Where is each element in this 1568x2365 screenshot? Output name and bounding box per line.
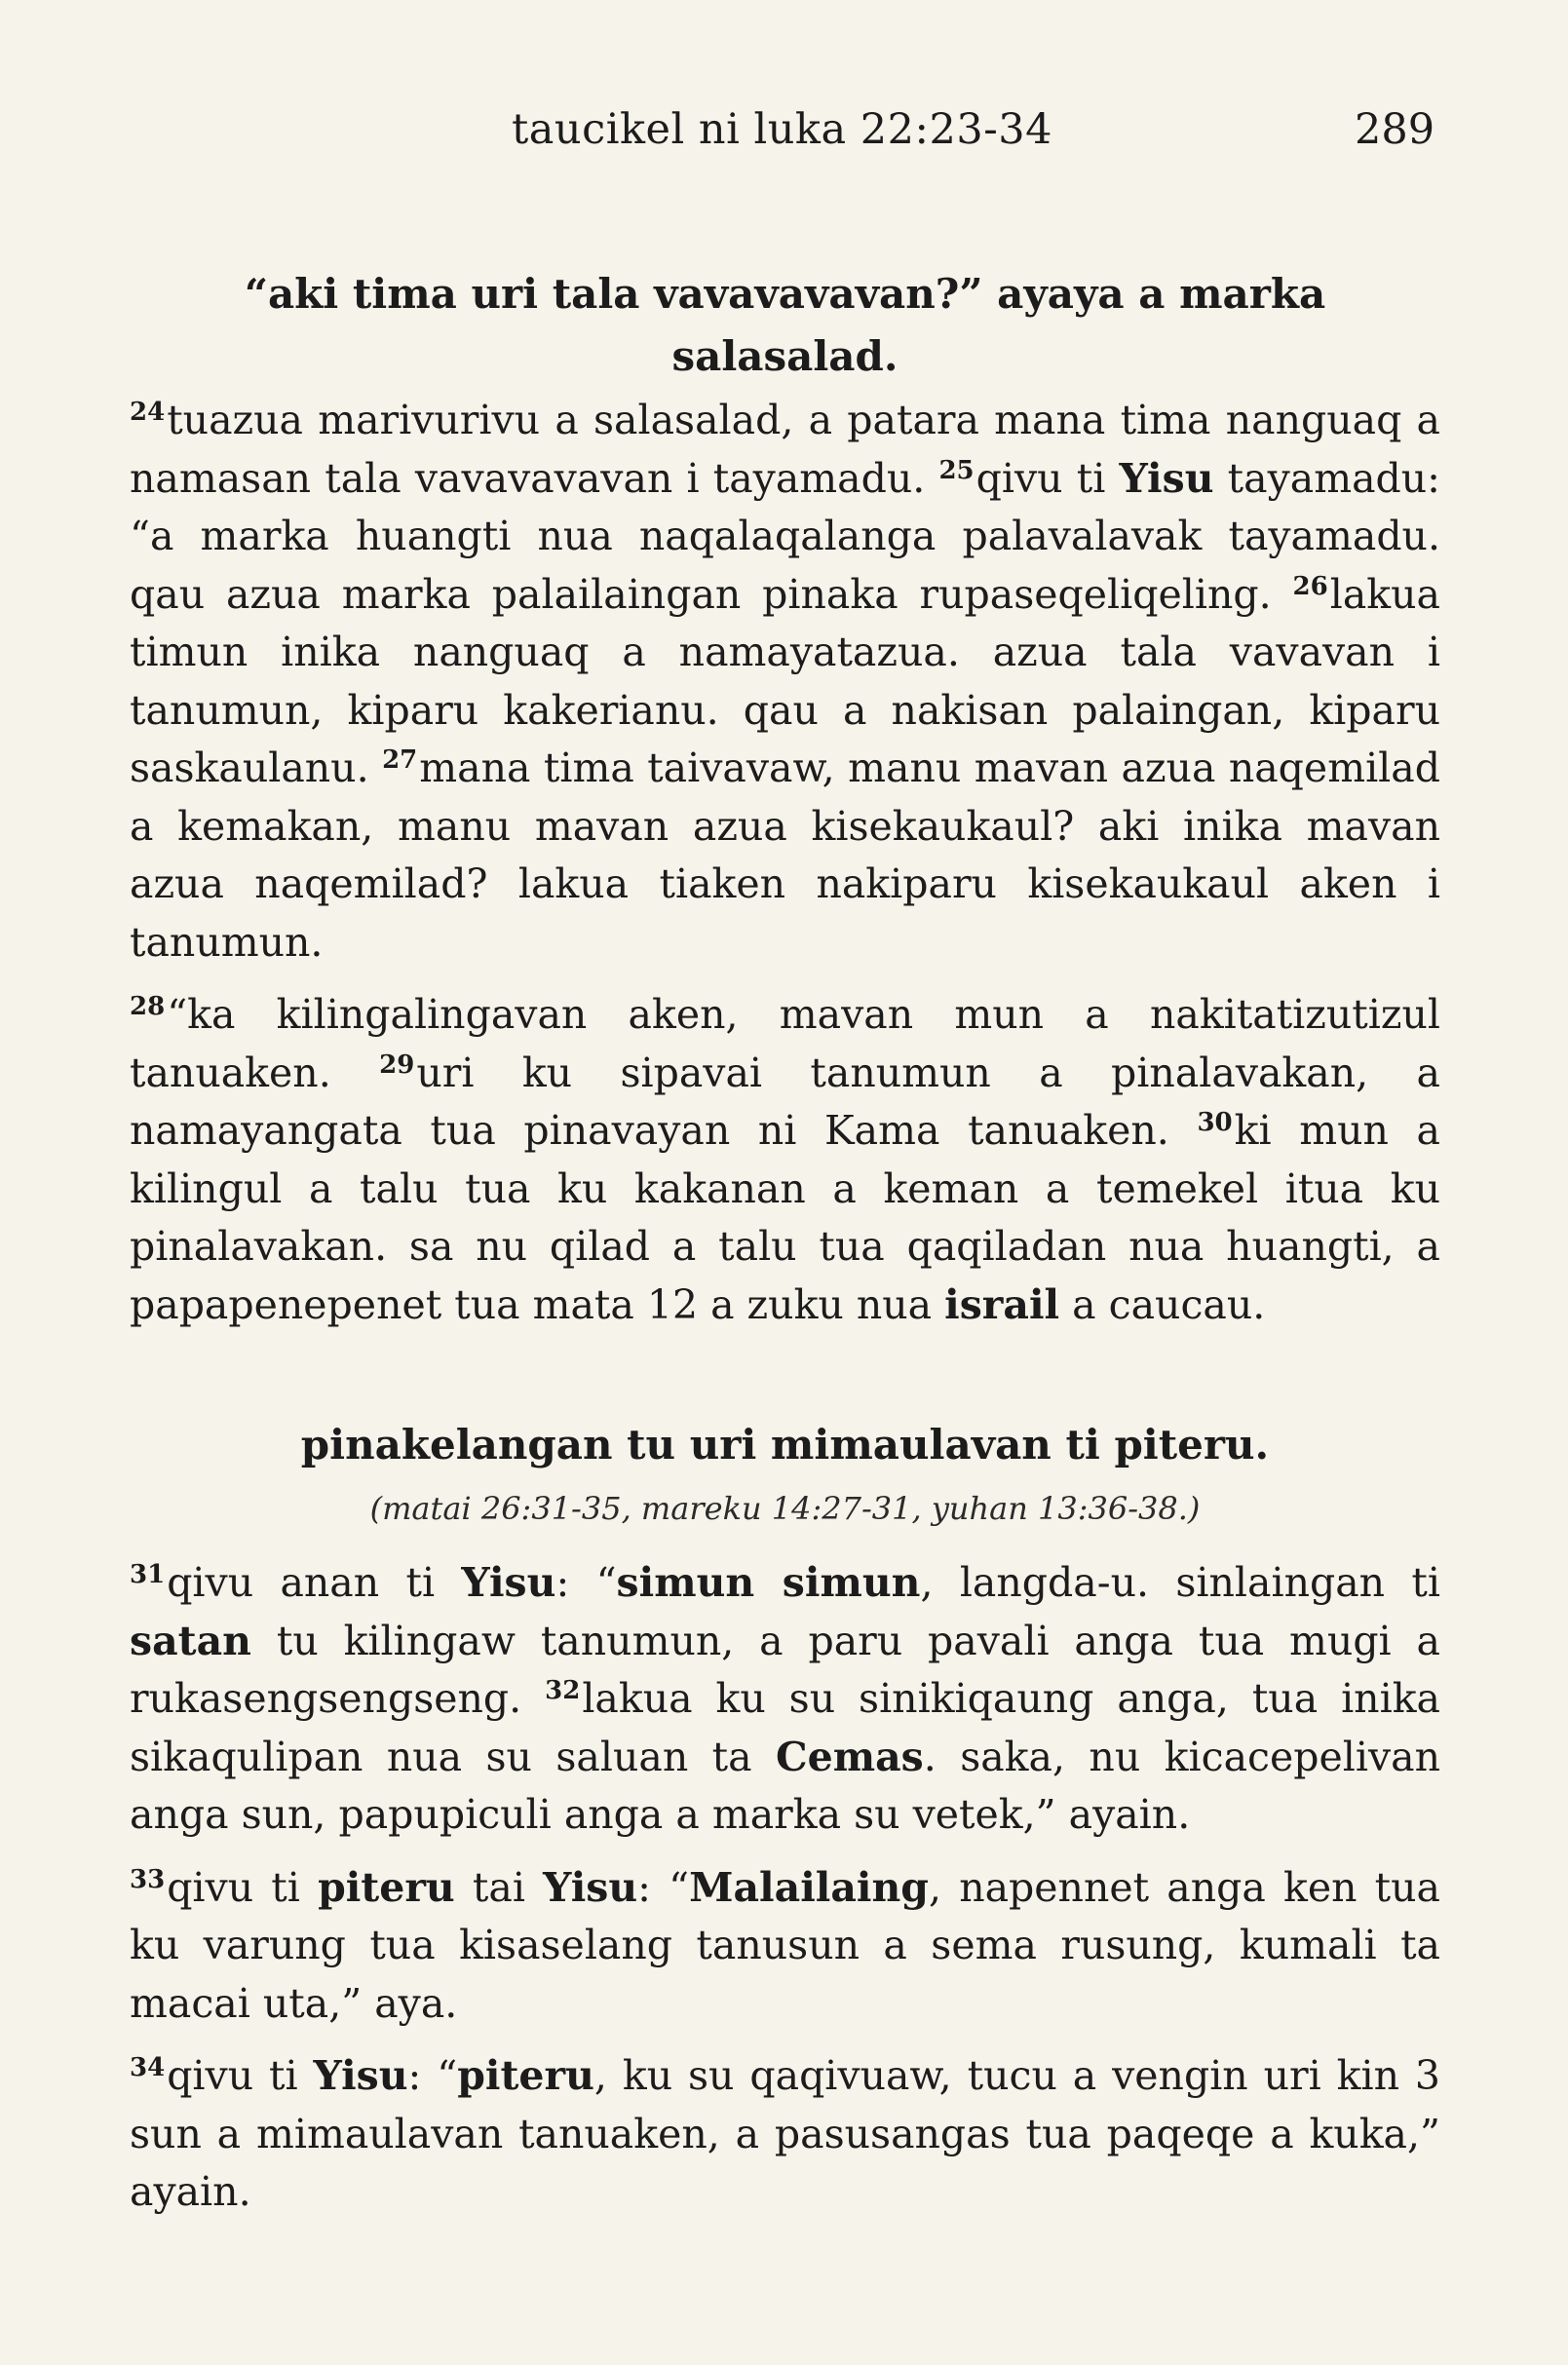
verse-number: 32 <box>545 1676 581 1705</box>
page-number: 289 <box>1355 105 1435 154</box>
bold-name: Yisu <box>1119 454 1214 502</box>
verse-text: tuazua marivurivu a salasalad, a patara mana tima nanguaq a namasan tala vavavavavan i tayamadu. <box>130 397 1440 502</box>
verse-paragraph <box>130 1859 1440 2034</box>
verse-number: 24 <box>130 398 166 427</box>
verse-text: “ka kilingalingavan aken, mavan mun a nakitatizutizul tanuaken. <box>130 991 1440 1096</box>
verse-text: tu kilingaw tanumun, a paru pavali anga tua mugi a rukasengsengseng. <box>130 1617 1440 1722</box>
section-body <box>130 1554 1440 2222</box>
section-heading: “aki tima uri tala vavavavavan?” ayaya a marka salasalad. <box>244 270 1326 380</box>
bold-name: Cemas <box>776 1733 924 1780</box>
running-head <box>0 105 1568 164</box>
verse-text: lakua ku su sinikiqaung anga, tua inika sikaqulipan nua su saluan ta <box>130 1675 1440 1780</box>
page-content <box>130 263 1440 2222</box>
verse-paragraph <box>130 986 1440 1334</box>
verse-text: tai <box>454 1863 544 1911</box>
verse-text: qivu ti <box>975 454 1120 502</box>
verse-number: 34 <box>130 2053 166 2082</box>
verse-text: qivu ti <box>167 1863 319 1911</box>
verse-number: 31 <box>130 1560 166 1589</box>
verse-text: tayamadu: “a marka huangti nua naqalaqalanga palavalavak tayamadu. qau azua marka palailaingan pinaka rupaseqeliqeling. <box>130 454 1440 618</box>
verse-number: 29 <box>379 1049 415 1080</box>
verse-text: , ku su qaqivuaw, tucu a vengin uri kin 3 sun a mimaulavan tanuaken, a pasusangas tua paqeqe a kuka,” ayain. <box>130 2052 1440 2215</box>
verse-text: : “ <box>637 1863 690 1911</box>
verse-text: : “ <box>555 1559 617 1606</box>
verse-number: 25 <box>938 455 975 485</box>
verse-text: mana tima taivavaw, manu mavan azua naqemilad a kemakan, manu mavan azua kisekaukaul? aki inika mavan azua naqemilad? lakua tiaken nakiparu kisekaukaul aken i tanumun. <box>130 744 1440 966</box>
verse-paragraph <box>130 2047 1440 2222</box>
verse-text: qivu ti <box>167 2052 314 2099</box>
bold-name: Malailaing <box>689 1863 929 1911</box>
bold-name: israil <box>944 1280 1060 1328</box>
bold-name: Yisu <box>543 1863 638 1911</box>
verse-number: 33 <box>130 1864 166 1894</box>
verse-number: 30 <box>1197 1108 1233 1137</box>
verse-number: 28 <box>130 992 166 1021</box>
verse-text: . saka, nu kicacepelivan anga sun, papupiculi anga a marka su vetek,” ayain. <box>130 1733 1440 1838</box>
bold-name: piteru <box>318 1863 455 1911</box>
verse-text: , langda-u. sinlaingan ti <box>920 1559 1440 1606</box>
verse-number: 27 <box>382 745 418 775</box>
verse-paragraph <box>130 1554 1440 1845</box>
verse-text: uri ku sipavai tanumun a pinalavakan, a namayangata tua pinavayan ni Kama tanuaken. <box>130 1049 1440 1154</box>
verse-text: qivu anan ti <box>167 1559 462 1606</box>
bold-name: Yisu <box>461 1559 556 1606</box>
verse-text: : “ <box>407 2052 458 2099</box>
verse-text: ki mun a kilingul a talu tua ku kakanan a keman a temekel itua ku pinalavakan. sa nu qilad a talu tua qaqiladan nua huangti, a papapenepenet tua mata 12 a zuku nua <box>130 1107 1440 1328</box>
verse-number: 26 <box>1292 571 1328 601</box>
section-heading: pinakelangan tu uri mimaulavan ti piteru. <box>300 1421 1270 1469</box>
verse-paragraph <box>130 392 1440 972</box>
section-body <box>130 392 1440 1334</box>
bold-name: simun simun <box>616 1559 921 1606</box>
verse-text: , napennet anga ken tua ku varung tua kisaselang tanusun a sema rusung, kumali ta macai uta,” aya. <box>130 1863 1440 2027</box>
running-head-title: taucikel ni luka 22:23-34 <box>512 105 1052 154</box>
bold-name: piteru <box>457 2052 594 2099</box>
verse-text: lakua timun inika nanguaq a namayatazua. azua tala vavavan i tanumun, kiparu kakerianu. qau a nakisan palaingan, kiparu saskaulanu. <box>130 570 1440 791</box>
bold-name: Yisu <box>313 2052 408 2099</box>
verse-text: a caucau. <box>1059 1280 1266 1328</box>
bold-name: satan <box>130 1617 251 1664</box>
cross-reference: (matai 26:31-35, mareku 14:27-31, yuhan 13:36-38.) <box>369 1490 1201 1527</box>
